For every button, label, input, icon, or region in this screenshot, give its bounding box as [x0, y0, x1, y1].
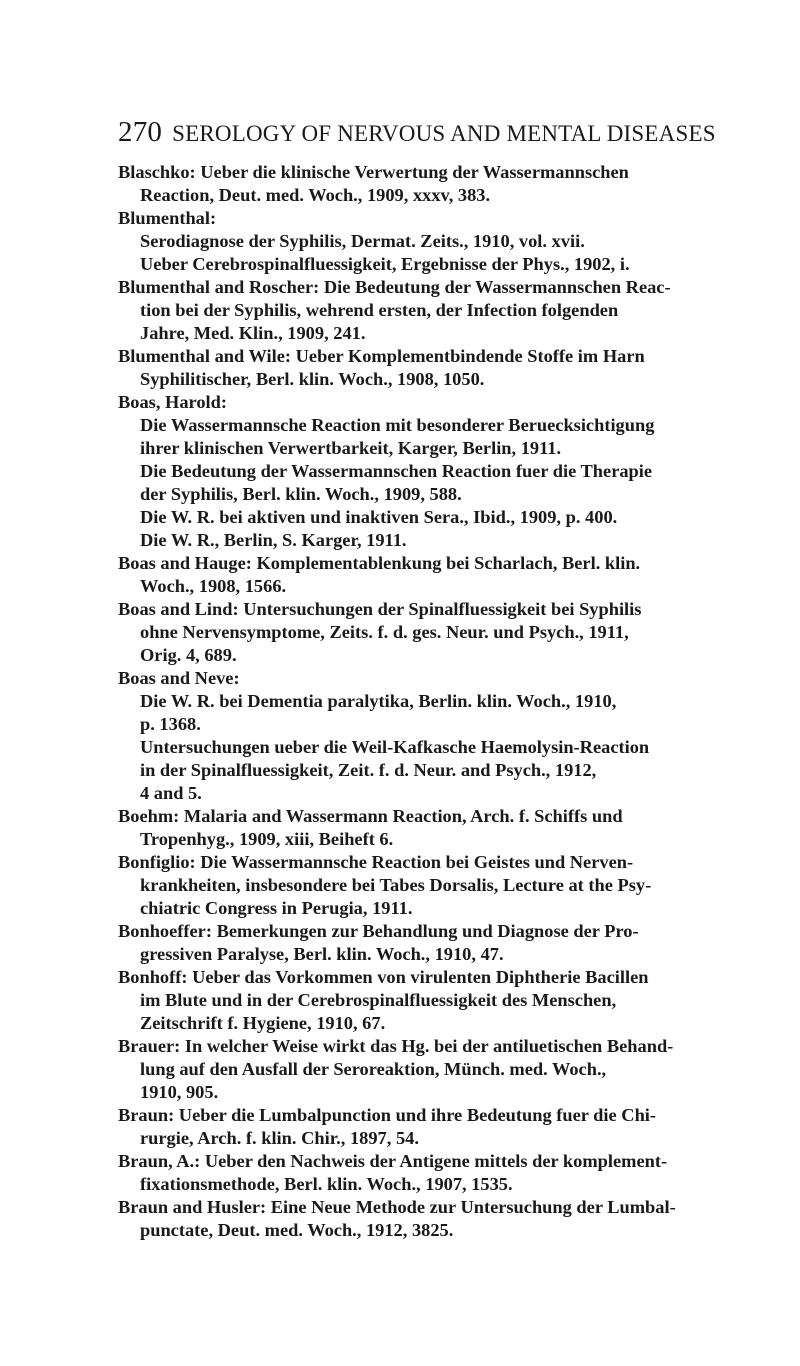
bibliography-continuation-line: rurgie, Arch. f. klin. Chir., 1897, 54. [140, 1128, 419, 1148]
bibliography-continuation-line: Orig. 4, 689. [140, 645, 237, 665]
bibliography-continuation-line: Die W. R., Berlin, S. Karger, 1911. [140, 530, 407, 550]
bibliography-continuation-line: Die Bedeutung der Wassermannschen Reaction fuer die Therapie [140, 461, 653, 481]
bibliography-entry-line: Bonfiglio: Die Wassermannsche Reaction bei Geistes und Nerven- [118, 852, 634, 872]
bibliography-continuation-line: 4 and 5. [140, 783, 202, 803]
bibliography-entry-line: Blumenthal: [118, 208, 217, 228]
bibliography-continuation-line: tion bei der Syphilis, wehrend ersten, der Infection folgenden [140, 300, 619, 320]
running-title: SEROLOGY OF NERVOUS AND MENTAL DISEASES [172, 121, 716, 146]
page-number: 270 [118, 116, 163, 148]
bibliography-continuation-line: krankheiten, insbesondere bei Tabes Dorsalis, Lecture at the Psy- [140, 875, 652, 895]
bibliography-continuation-line: Untersuchungen ueber die Weil-Kafkasche Haemolysin-Reaction [140, 737, 650, 757]
bibliography-entry-line: Braun: Ueber die Lumbalpunction und ihre Bedeutung fuer die Chi- [118, 1105, 657, 1125]
bibliography-continuation-line: ohne Nervensymptome, Zeits. f. d. ges. Neur. und Psych., 1911, [140, 622, 629, 642]
bibliography-entry-line: Boas and Lind: Untersuchungen der Spinalfluessigkeit bei Syphilis [118, 599, 642, 619]
bibliography-continuation-line: Die W. R. bei aktiven und inaktiven Sera., Ibid., 1909, p. 400. [140, 507, 618, 527]
bibliography-entry-line: Braun, A.: Ueber den Nachweis der Antigene mittels der komplement- [118, 1151, 668, 1171]
bibliography-continuation-line: Serodiagnose der Syphilis, Dermat. Zeits., 1910, vol. xvii. [140, 231, 585, 251]
bibliography-continuation-line: gressiven Paralyse, Berl. klin. Woch., 1910, 47. [140, 944, 504, 964]
bibliography-list [118, 161, 763, 1242]
bibliography-entry-line: Blaschko: Ueber die klinische Verwertung der Wassermannschen [118, 162, 629, 182]
bibliography-continuation-line: p. 1368. [140, 714, 201, 734]
bibliography-continuation-line: fixationsmethode, Berl. klin. Woch., 1907, 1535. [140, 1174, 513, 1194]
bibliography-continuation-line: lung auf den Ausfall der Seroreaktion, Münch. med. Woch., [140, 1059, 607, 1079]
bibliography-entry-line: Bonhoeffer: Bemerkungen zur Behandlung und Diagnose der Pro- [118, 921, 639, 941]
bibliography-continuation-line: Woch., 1908, 1566. [140, 576, 287, 596]
bibliography-entry-line: Boas, Harold: [118, 392, 227, 412]
bibliography-entry-line: Braun and Husler: Eine Neue Methode zur Untersuchung der Lumbal- [118, 1197, 676, 1217]
bibliography-continuation-line: Ueber Cerebrospinalfluessigkeit, Ergebnisse der Phys., 1902, i. [140, 254, 630, 274]
bibliography-continuation-line: Jahre, Med. Klin., 1909, 241. [140, 323, 366, 343]
bibliography-entry-line: Blumenthal and Roscher: Die Bedeutung der Wassermannschen Reac- [118, 277, 671, 297]
bibliography-entry-line: Boas and Neve: [118, 668, 240, 688]
bibliography-continuation-line: Zeitschrift f. Hygiene, 1910, 67. [140, 1013, 386, 1033]
bibliography-continuation-line: der Syphilis, Berl. klin. Woch., 1909, 588. [140, 484, 462, 504]
bibliography-continuation-line: im Blute und in der Cerebrospinalfluessigkeit des Menschen, [140, 990, 617, 1010]
bibliography-entry-line: Brauer: In welcher Weise wirkt das Hg. bei der antiluetischen Behand- [118, 1036, 674, 1056]
bibliography-continuation-line: Reaction, Deut. med. Woch., 1909, xxxv, 383. [140, 185, 491, 205]
bibliography-continuation-line: punctate, Deut. med. Woch., 1912, 3825. [140, 1220, 454, 1240]
bibliography-continuation-line: Die W. R. bei Dementia paralytika, Berlin. klin. Woch., 1910, [140, 691, 617, 711]
bibliography-continuation-line: Syphilitischer, Berl. klin. Woch., 1908, 1050. [140, 369, 485, 389]
bibliography-continuation-line: chiatric Congress in Perugia, 1911. [140, 898, 413, 918]
bibliography-entry-line: Bonhoff: Ueber das Vorkommen von virulenten Diphtherie Bacillen [118, 967, 649, 987]
bibliography-entry-line: Boas and Hauge: Komplementablenkung bei Scharlach, Berl. klin. [118, 553, 641, 573]
bibliography-continuation-line: in der Spinalfluessigkeit, Zeit. f. d. Neur. and Psych., 1912, [140, 760, 597, 780]
bibliography-continuation-line: 1910, 905. [140, 1082, 219, 1102]
bibliography-continuation-line: Tropenhyg., 1909, xiii, Beiheft 6. [140, 829, 394, 849]
running-head [118, 116, 758, 148]
bibliography-continuation-line: ihrer klinischen Verwertbarkeit, Karger, Berlin, 1911. [140, 438, 562, 458]
bibliography-entry-line: Blumenthal and Wile: Ueber Komplementbindende Stoffe im Harn [118, 346, 645, 366]
bibliography-continuation-line: Die Wassermannsche Reaction mit besonderer Beruecksichtigung [140, 415, 655, 435]
bibliography-entry-line: Boehm: Malaria and Wassermann Reaction, Arch. f. Schiffs und [118, 806, 623, 826]
